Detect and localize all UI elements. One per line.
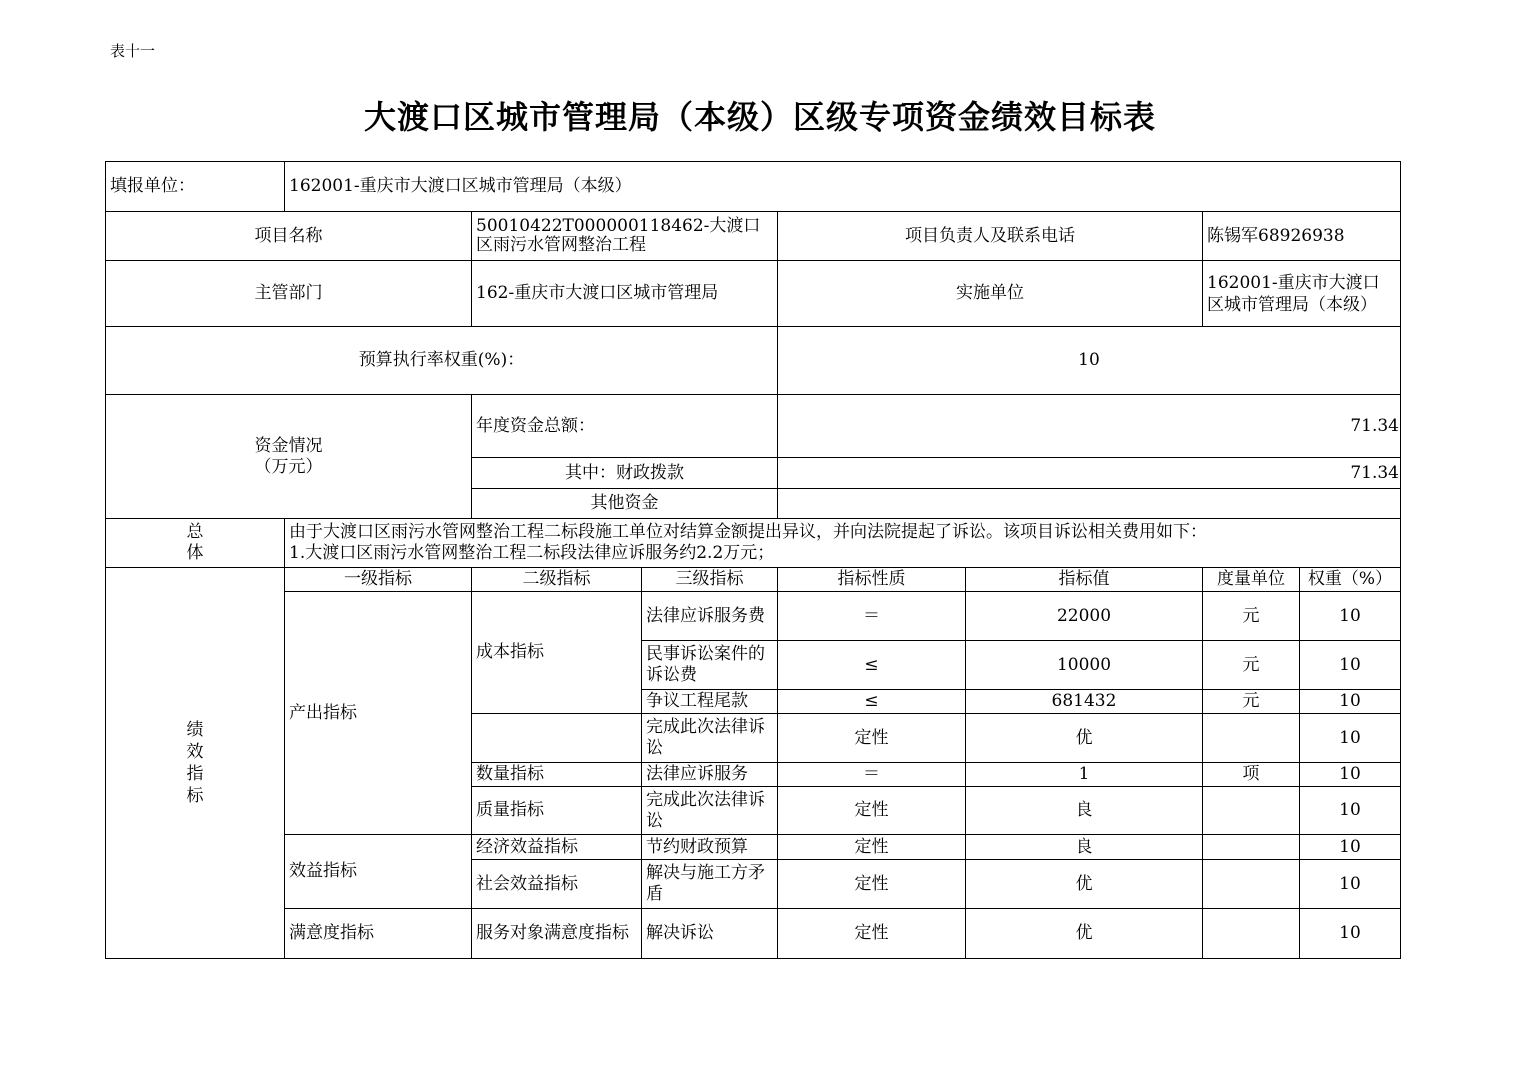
unit-cell: 元 <box>1203 690 1300 714</box>
level3-cell: 法律应诉服务 <box>642 763 778 787</box>
weight-cell: 10 <box>1300 835 1401 860</box>
dept-value: 162-重庆市大渡口区城市管理局 <box>472 261 778 327</box>
funds-total-value: 71.34 <box>778 395 1401 458</box>
level2-service-satisfaction: 服务对象满意度指标 <box>472 909 642 959</box>
level3-cell: 完成此次法律诉讼 <box>642 787 778 835</box>
level3-cell: 争议工程尾款 <box>642 690 778 714</box>
unit-cell <box>1203 909 1300 959</box>
table-number-label: 表十一 <box>110 42 156 60</box>
value-cell: 1 <box>966 763 1203 787</box>
overall-line-1: 由于大渡口区雨污水管网整治工程二标段施工单位对结算金额提出异议，并向法院提起了诉讼。该项目诉讼相关费用如下： <box>289 522 1207 542</box>
unit-cell <box>1203 787 1300 835</box>
indicator-row <box>106 835 1401 860</box>
nature-cell: ≤ <box>778 690 966 714</box>
unit-cell: 元 <box>1203 641 1300 690</box>
level1-output: 产出指标 <box>285 592 472 835</box>
overall-target-row <box>106 519 1401 568</box>
overall-label: 总体 <box>186 522 204 563</box>
level2-empty <box>472 714 642 763</box>
funds-other-value <box>778 489 1401 519</box>
unit-cell <box>1203 714 1300 763</box>
contact-value: 陈锡军68926938 <box>1203 212 1401 261</box>
funds-fiscal-label: 其中：财政拨款 <box>472 458 778 489</box>
nature-cell: 定性 <box>778 860 966 909</box>
overall-label-cell <box>106 519 285 568</box>
project-name-label: 项目名称 <box>106 212 472 261</box>
nature-cell: 定性 <box>778 835 966 860</box>
unit-label: 填报单位： <box>106 162 285 212</box>
nature-cell: ＝ <box>778 763 966 787</box>
value-cell: 优 <box>966 909 1203 959</box>
funds-other-label: 其他资金 <box>472 489 778 519</box>
header-level3: 三级指标 <box>642 568 778 592</box>
weight-cell: 10 <box>1300 860 1401 909</box>
page-title: 大渡口区城市管理局（本级）区级专项资金绩效目标表 <box>363 98 1156 136</box>
weight-cell: 10 <box>1300 714 1401 763</box>
unit-cell <box>1203 835 1300 860</box>
value-cell: 优 <box>966 860 1203 909</box>
header-value: 指标值 <box>966 568 1203 592</box>
budget-weight-row <box>106 327 1401 395</box>
value-cell: 10000 <box>966 641 1203 690</box>
unit-cell <box>1203 860 1300 909</box>
unit-cell: 元 <box>1203 592 1300 641</box>
level3-cell: 节约财政预算 <box>642 835 778 860</box>
level3-cell: 民事诉讼案件的诉讼费 <box>642 641 778 690</box>
level2-quantity: 数量指标 <box>472 763 642 787</box>
nature-cell: 定性 <box>778 787 966 835</box>
level2-cost: 成本指标 <box>472 592 642 714</box>
indicator-section-label: 绩效指标 <box>186 720 204 806</box>
level3-cell: 解决与施工方矛盾 <box>642 860 778 909</box>
funds-fiscal-value: 71.34 <box>778 458 1401 489</box>
header-nature: 指标性质 <box>778 568 966 592</box>
indicator-row <box>106 909 1401 959</box>
funds-label-line2: （万元） <box>254 456 323 477</box>
funds-total-row <box>106 395 1401 458</box>
level3-cell: 完成此次法律诉讼 <box>642 714 778 763</box>
weight-cell: 10 <box>1300 787 1401 835</box>
nature-cell: 定性 <box>778 909 966 959</box>
funds-label-line1: 资金情况 <box>254 435 323 456</box>
level1-benefit: 效益指标 <box>285 835 472 909</box>
performance-target-table <box>105 161 1401 959</box>
value-cell: 22000 <box>966 592 1203 641</box>
level1-satisfaction: 满意度指标 <box>285 909 472 959</box>
header-unit: 度量单位 <box>1203 568 1300 592</box>
level2-social: 社会效益指标 <box>472 860 642 909</box>
header-level2: 二级指标 <box>472 568 642 592</box>
overall-content <box>285 519 1401 568</box>
nature-cell: 定性 <box>778 714 966 763</box>
contact-label: 项目负责人及联系电话 <box>778 212 1203 261</box>
budget-weight-value: 10 <box>778 327 1401 395</box>
indicator-section-cell <box>106 568 285 959</box>
funds-total-label: 年度资金总额： <box>472 395 778 458</box>
impl-unit-label: 实施单位 <box>778 261 1203 327</box>
level3-cell: 法律应诉服务费 <box>642 592 778 641</box>
indicator-header-row <box>106 568 1401 592</box>
department-row <box>106 261 1401 327</box>
value-cell: 良 <box>966 835 1203 860</box>
value-cell: 良 <box>966 787 1203 835</box>
budget-weight-label: 预算执行率权重(%)： <box>106 327 778 395</box>
level3-cell: 解决诉讼 <box>642 909 778 959</box>
header-weight: 权重（%） <box>1300 568 1401 592</box>
project-name-value: 50010422T000000118462-大渡口区雨污水管网整治工程 <box>472 212 778 261</box>
funds-label <box>106 395 472 519</box>
level2-quality: 质量指标 <box>472 787 642 835</box>
weight-cell: 10 <box>1300 592 1401 641</box>
weight-cell: 10 <box>1300 690 1401 714</box>
header-level1: 一级指标 <box>285 568 472 592</box>
value-cell: 681432 <box>966 690 1203 714</box>
project-row <box>106 212 1401 261</box>
unit-cell: 项 <box>1203 763 1300 787</box>
weight-cell: 10 <box>1300 641 1401 690</box>
nature-cell: ≤ <box>778 641 966 690</box>
unit-value: 162001-重庆市大渡口区城市管理局（本级） <box>285 162 1401 212</box>
nature-cell: ＝ <box>778 592 966 641</box>
weight-cell: 10 <box>1300 909 1401 959</box>
value-cell: 优 <box>966 714 1203 763</box>
dept-label: 主管部门 <box>106 261 472 327</box>
overall-line-2: 1.大渡口区雨污水管网整治工程二标段法律应诉服务约2.2万元； <box>289 543 775 563</box>
weight-cell: 10 <box>1300 763 1401 787</box>
impl-unit-value: 162001-重庆市大渡口区城市管理局（本级） <box>1203 261 1401 327</box>
unit-row <box>106 162 1401 212</box>
indicator-row <box>106 592 1401 641</box>
level2-economic: 经济效益指标 <box>472 835 642 860</box>
